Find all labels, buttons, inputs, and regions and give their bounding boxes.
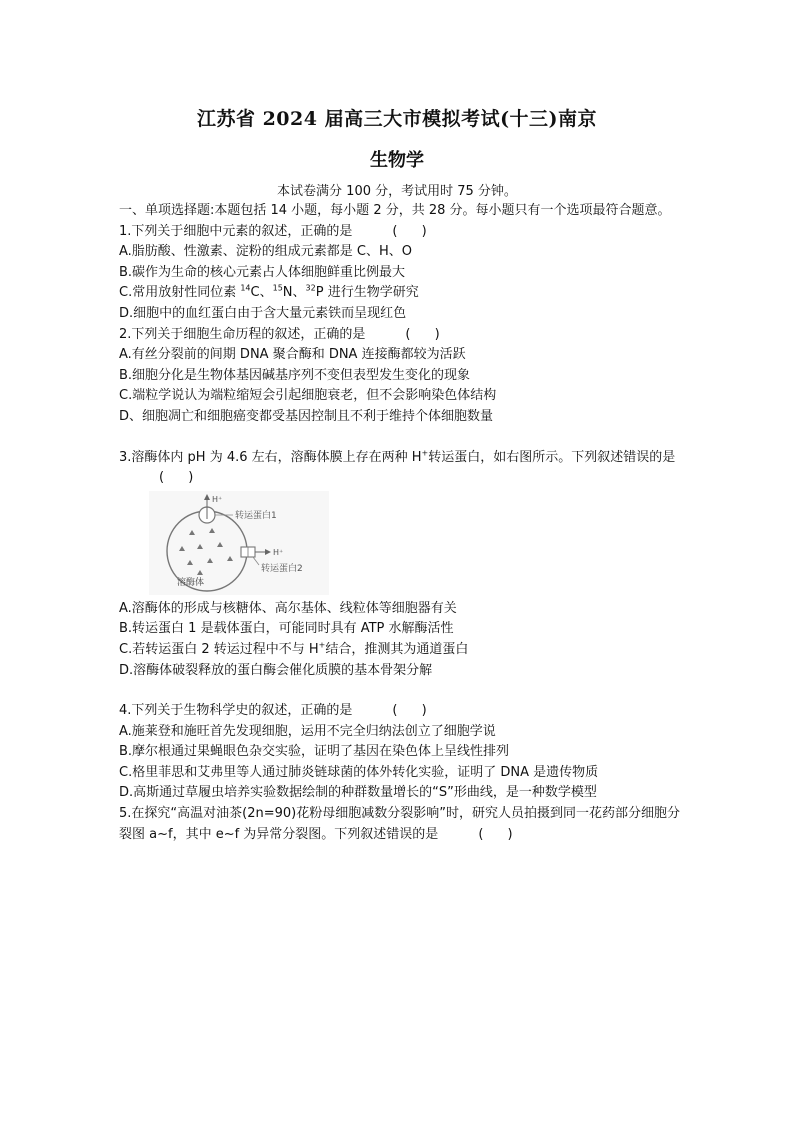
question-4-stem	[119, 701, 684, 722]
isotope-phosphorus: P 进行生物学研究	[315, 285, 419, 301]
q2-option-c: C.端粒学说认为端粒缩短会引起细胞衰老，但不会影响染色体结构	[119, 388, 497, 404]
proton-label-top: H⁺	[212, 494, 223, 504]
q1-option-a: A.脂肪酸、性激素、淀粉的组成元素都是 C、H、O	[119, 244, 413, 260]
q3-option-d: D.溶酶体破裂释放的蛋白酶会催化质膜的基本骨架分解	[119, 662, 433, 678]
question-4-text: 4.下列关于生物科学史的叙述，正确的是	[119, 703, 353, 719]
q3-option-c	[119, 640, 684, 661]
spacer	[119, 428, 684, 448]
isotope-nitrogen: N、	[282, 285, 306, 301]
answer-blank: ( )	[392, 703, 437, 719]
q2-option-d: D、细胞凋亡和细胞癌变都受基因控制且不利于维持个体细胞数量	[119, 408, 494, 424]
transporter-1-label: 转运蛋白1	[235, 510, 277, 521]
q4-option-c: C.格里菲思和艾弗里等人通过肺炎链球菌的体外转化实验，证明了 DNA 是遗传物质	[119, 764, 599, 780]
answer-blank: ( )	[478, 826, 523, 842]
isotope-mass-32: 32	[305, 284, 316, 294]
lysosome-diagram	[149, 491, 329, 595]
exam-title: 江苏省 2024 届高三大市模拟考试(十三)南京	[196, 108, 598, 130]
isotope-mass-15: 15	[272, 284, 283, 294]
q1-option-d: D.细胞中的血红蛋白由于含大量元素铁而呈现红色	[119, 305, 407, 321]
answer-blank: ( )	[392, 223, 437, 239]
answer-blank: ( )	[159, 470, 204, 486]
exam-intro: 本试卷满分 100 分，考试用时 75 分钟。	[277, 184, 517, 199]
exam-body	[119, 201, 684, 845]
q4-option-d: D.高斯通过草履虫培养实验数据绘制的种群数量增长的“S”形曲线，是一种数学模型	[119, 785, 597, 801]
question-3-text: 3.溶酶体内 pH 为 4.6 左右，溶酶体膜上存在两种 H	[119, 449, 422, 465]
q3-option-a: A.溶酶体的形成与核糖体、高尔基体、线粒体等细胞器有关	[119, 600, 457, 616]
q3-option-c-text: C.若转运蛋白 2 转运过程中不与 H	[119, 641, 319, 657]
figure-background	[149, 491, 329, 595]
answer-blank: ( )	[405, 326, 450, 342]
question-2-stem	[119, 325, 684, 346]
spacer	[119, 681, 684, 701]
section-heading: 一、单项选择题:本题包括 14 小题，每小题 2 分，共 28 分。每小题只有一个选项最符合题意。	[119, 203, 671, 218]
q3-option-c-rest: 结合，推测其为通道蛋白	[325, 641, 469, 657]
subject-title: 生物学	[370, 150, 424, 171]
q1-option-c	[119, 283, 684, 304]
q1-option-c-text: C.常用放射性同位素	[119, 285, 241, 301]
question-3-text-rest: 转运蛋白，如右图所示。下列叙述错误的是	[428, 449, 676, 465]
q2-option-a: A.有丝分裂前的间期 DNA 聚合酶和 DNA 连接酶都较为活跃	[119, 347, 466, 363]
question-5-stem	[119, 804, 684, 845]
question-1-text: 1.下列关于细胞中元素的叙述，正确的是	[119, 223, 353, 239]
question-1-stem	[119, 222, 684, 243]
q1-option-b: B.碳作为生命的核心元素占人体细胞鲜重比例最大	[119, 264, 406, 280]
question-5-text: 5.在探究“高温对油茶(2n=90)花粉母细胞减数分裂影响”时，研究人员拍摄到同一花药部分细胞分裂图 a~f，其中 e~f 为异常分裂图。下列叙述错误的是	[119, 806, 680, 842]
question-3-stem	[119, 448, 684, 489]
lysosome-label: 溶酶体	[177, 577, 205, 588]
proton-charge: +	[421, 448, 429, 458]
proton-label-right: H⁺	[273, 547, 284, 557]
question-2-text: 2.下列关于细胞生命历程的叙述，正确的是	[119, 326, 366, 342]
q3-option-b: B.转运蛋白 1 是载体蛋白，可能同时具有 ATP 水解酶活性	[119, 621, 454, 637]
q2-option-b: B.细胞分化是生物体基因碱基序列不变但表型发生变化的现象	[119, 367, 471, 383]
lysosome-figure	[149, 491, 329, 595]
q4-option-a: A.施莱登和施旺首先发现细胞，运用不完全归纳法创立了细胞学说	[119, 723, 496, 739]
proton-charge: +	[318, 640, 326, 650]
transporter-2-label: 转运蛋白2	[261, 563, 303, 574]
isotope-carbon: C、	[250, 285, 273, 301]
q4-option-b: B.摩尔根通过果蝇眼色杂交实验，证明了基因在染色体上呈线性排列	[119, 744, 510, 760]
isotope-mass-14: 14	[240, 284, 251, 294]
